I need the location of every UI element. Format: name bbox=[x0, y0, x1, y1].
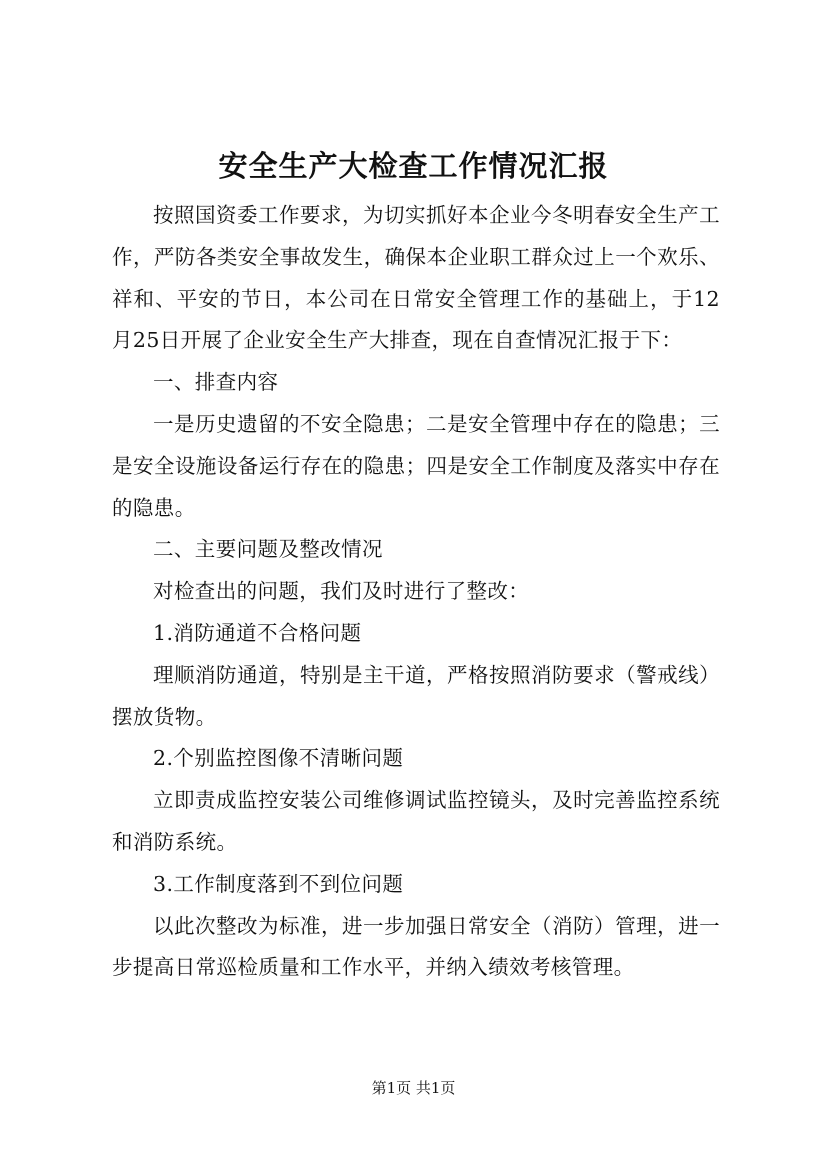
rectification-intro-paragraph: 对检查出的问题，我们及时进行了整改： bbox=[153, 579, 530, 604]
document-body bbox=[112, 195, 720, 989]
issue-heading-monitoring: 2.个别监控图像不清晰问题 bbox=[153, 746, 404, 771]
issue-fix-monitoring: 立即责成监控安装公司维修调试监控镜头，及时完善监控系统和消防系统。 bbox=[112, 788, 720, 854]
document-title: 安全生产大检查工作情况汇报 bbox=[218, 149, 609, 183]
issue-heading-fire-passage: 1.消防通道不合格问题 bbox=[153, 620, 362, 645]
issue-fix-work-system: 以此次整改为标准，进一步加强日常安全（消防）管理，进一步提高日常巡检质量和工作水平，并纳入绩效考核管理。 bbox=[112, 913, 720, 980]
issue-fix-fire-passage: 理顺消防通道，特别是主干道，严格按照消防要求（警戒线）摆放货物。 bbox=[112, 662, 720, 729]
issue-heading-work-system: 3.工作制度落到不到位问题 bbox=[153, 871, 404, 896]
section-heading-inspection-content: 一、排查内容 bbox=[153, 370, 279, 395]
inspection-content-paragraph: 一是历史遗留的不安全隐患；二是安全管理中存在的隐患；三是安全设施设备运行存在的隐患；四是安全工作制度及落实中存在的隐患。 bbox=[112, 411, 720, 520]
page-number-footer: 第1页 共1页 bbox=[371, 1079, 456, 1097]
section-heading-main-issues: 二、主要问题及整改情况 bbox=[153, 537, 383, 562]
intro-paragraph: 按照国资委工作要求，为切实抓好本企业今冬明春安全生产工作，严防各类安全事故发生，确保本企业职工群众过上一个欢乐、祥和、平安的节日，本公司在日常安全管理工作的基础上，于12月25日开展了企业安全生产大排查，现在自查情况汇报于下： bbox=[112, 203, 720, 353]
